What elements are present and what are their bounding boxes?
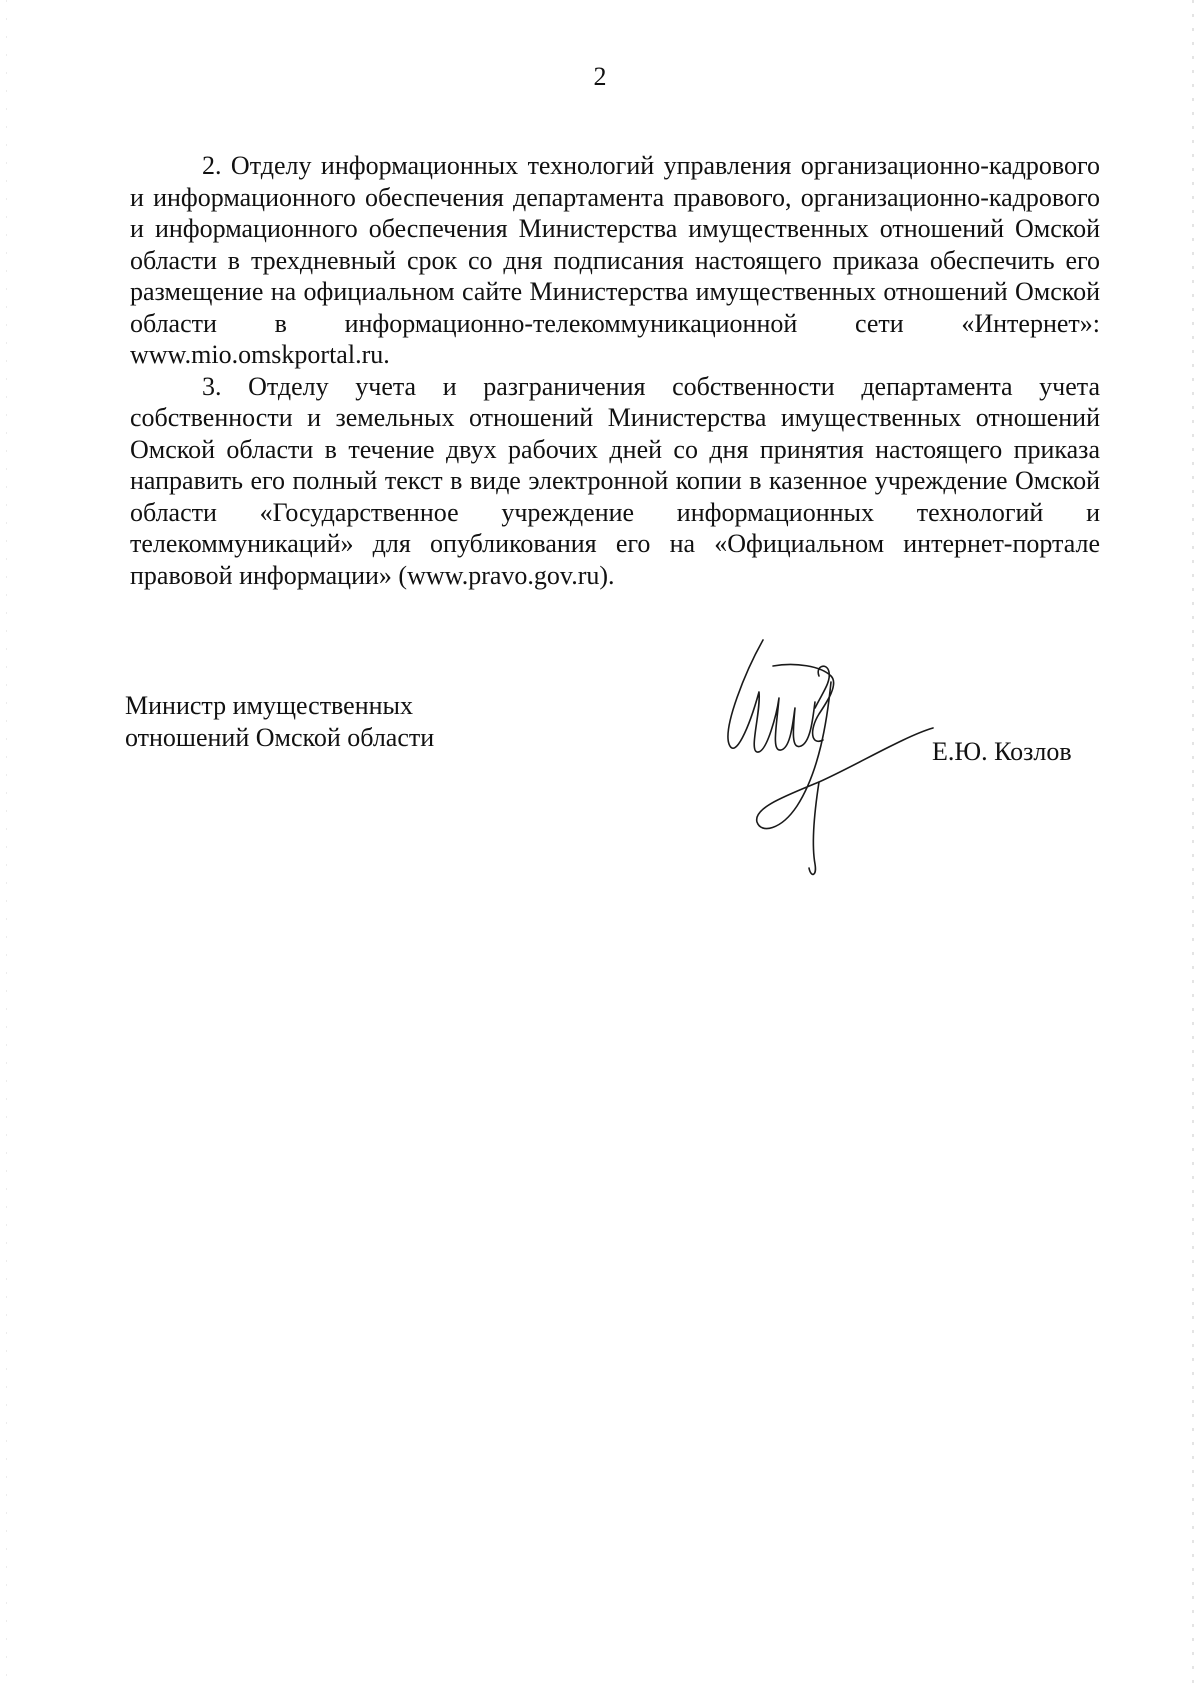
signature-block [0,690,1200,930]
handwritten-signature [715,632,935,882]
signer-title [125,690,434,754]
paragraph-2: 2. Отделу информационных технологий управления организационно-кадрового и информационного обеспечения департамента правового, организационно-кадрового и информационного обеспечения Министерства имущественных отношений Омской области в трехдневный срок со дня подписания настоящего приказа обеспечить его размещение на официальном сайте Министерства имущественных отношений Омской области в информационно-телекоммуникационной сети «Интернет»: www.mio.omskportal.ru. [130,151,1100,369]
document-body [130,150,1100,591]
signer-title-line-1: Министр имущественных [125,691,414,720]
page-number: 2 [593,62,607,91]
paragraph-3: 3. Отделу учета и разграничения собственности департамента учета собственности и земельных отношений Министерства имущественных отношений Омской области в течение двух рабочих дней со дня принятия настоящего приказа направить его полный текст в виде электронной копии в казенное учреждение Омской области «Государственное учреждение информационных технологий и телекоммуникаций» для опубликования его на «Официальном интернет-портале правовой информации» (www.pravo.gov.ru). [130,371,1100,590]
signer-title-line-2: отношений Омской области [125,723,435,752]
signer-name: Е.Ю. Козлов [932,737,1072,766]
